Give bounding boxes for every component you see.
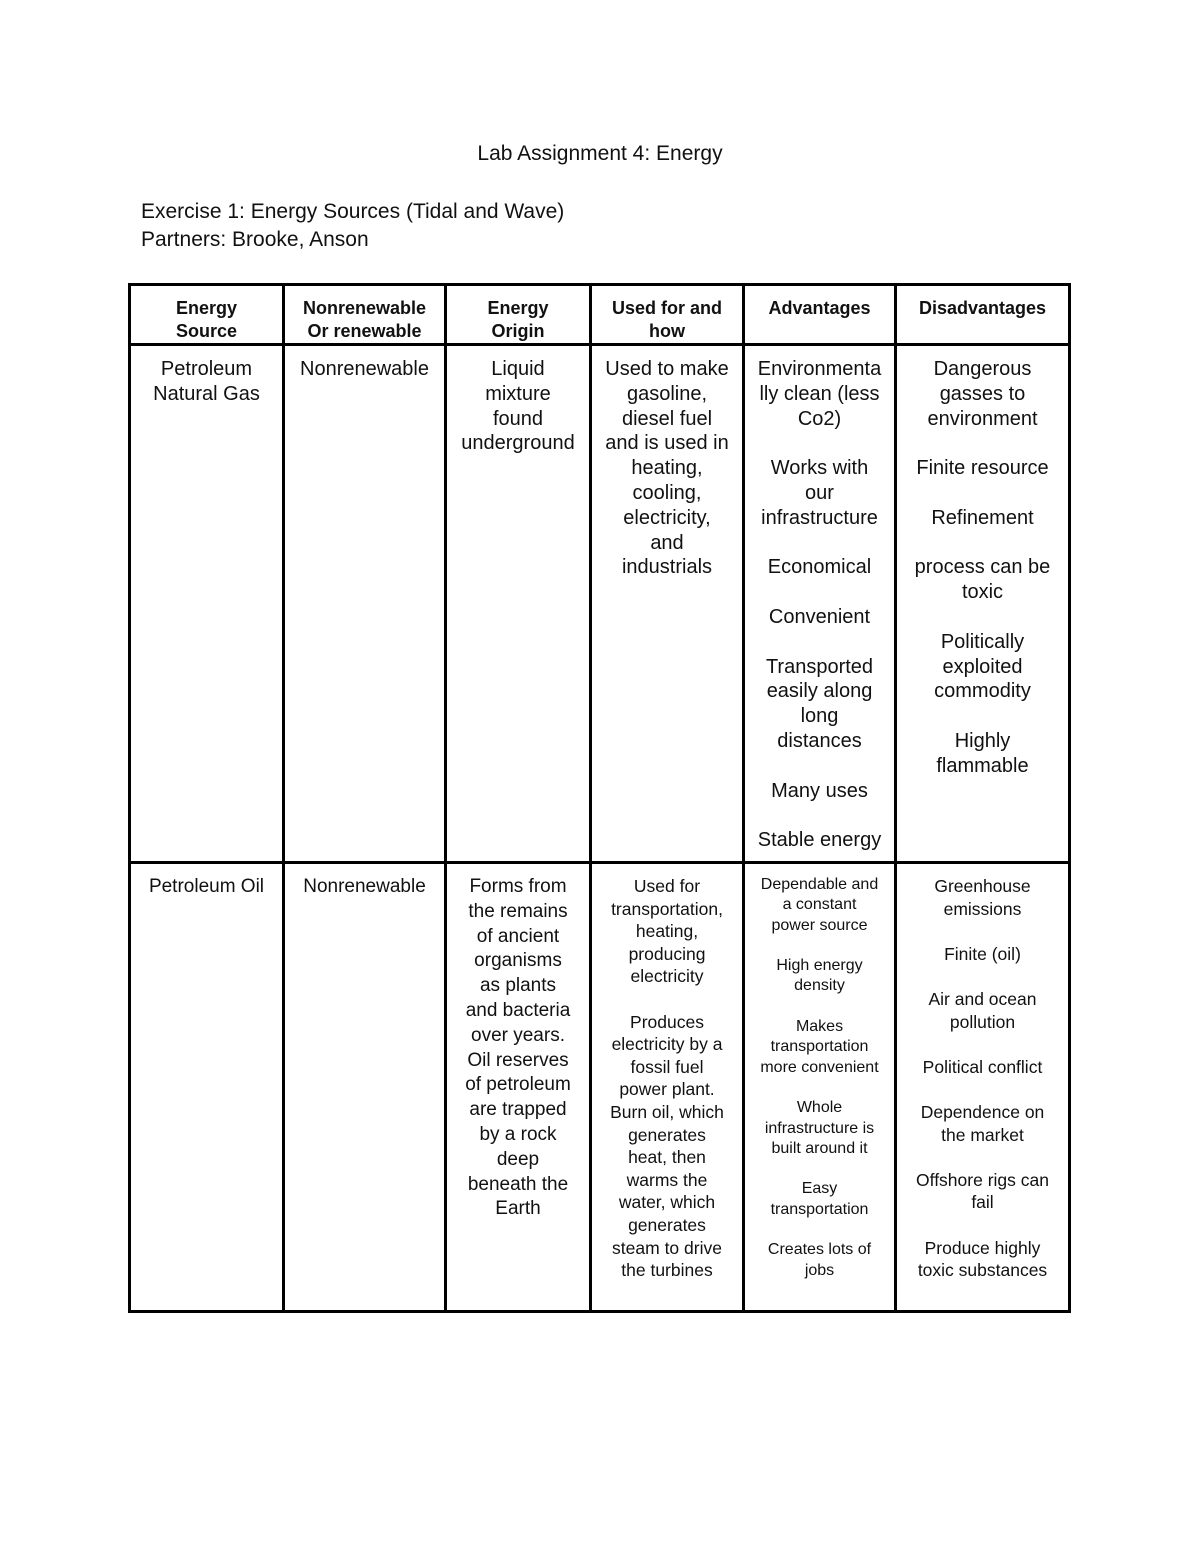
- cell-text-line: generates: [628, 1124, 706, 1145]
- cell-text-line: over years.: [471, 1024, 565, 1046]
- cell-text-line: Disadvantages: [918, 298, 1047, 318]
- cell-text-line: heating,: [635, 921, 699, 942]
- header-disadvantages: [896, 285, 1070, 345]
- cell-text-line: Used for: [633, 876, 701, 896]
- cell-text-line: emissions: [943, 898, 1022, 919]
- cell-text-line: High energy: [776, 957, 863, 975]
- cell-spacer: [901, 481, 1064, 506]
- cell-text-line: built around it: [771, 1139, 868, 1157]
- cell-text-line: density: [794, 977, 845, 995]
- header-row: [130, 285, 1070, 345]
- cell-text-line: of ancient: [476, 925, 560, 947]
- cell-spacer: [901, 431, 1064, 456]
- cell-text-line: Refinement: [931, 506, 1034, 529]
- cell-text-line: Petroleum Oil: [148, 876, 265, 897]
- cell-spacer: [749, 531, 890, 556]
- cell-text-line: Energy: [175, 298, 238, 318]
- cell-text-line: Produces: [630, 1011, 704, 1032]
- cell-text-line: Produce highly: [924, 1237, 1041, 1258]
- cell-text-line: Origin: [491, 321, 545, 341]
- cell-text-line: lly clean (less: [759, 382, 880, 405]
- cell-text-line: Many uses: [771, 779, 868, 802]
- cell-text-line: Finite (oil): [944, 943, 1021, 964]
- cell-text-line: transportation: [770, 1038, 869, 1056]
- cell-text-line: Greenhouse: [934, 876, 1031, 896]
- cell-origin: [446, 863, 591, 1312]
- cell-text-line: how: [649, 321, 685, 341]
- cell-text-line: commodity: [934, 680, 1031, 703]
- cell-text-line: infrastructure: [761, 506, 878, 529]
- cell-text-line: Burn oil, which: [610, 1101, 724, 1122]
- cell-text-line: Makes: [795, 1018, 844, 1036]
- cell-text-line: Environmenta: [757, 358, 882, 380]
- cell-spacer: [901, 531, 1064, 556]
- cell-text-line: and bacteria: [465, 999, 571, 1021]
- cell-text-line: transportation: [770, 1200, 869, 1218]
- cell-text-line: Dependable and: [760, 876, 879, 893]
- cell-text-line: heating,: [631, 457, 703, 480]
- cell-spacer: [901, 1214, 1064, 1237]
- cell-text-line: Finite resource: [916, 457, 1049, 480]
- energy-table: [128, 283, 1071, 1313]
- partners-line: Partners: Brooke, Anson: [141, 228, 369, 251]
- exercise-line: Exercise 1: Energy Sources (Tidal and Wave): [141, 200, 565, 223]
- cell-text-line: Petroleum: [160, 358, 253, 380]
- cell-text-line: process can be: [914, 556, 1051, 579]
- cell-text-line: Advantages: [768, 298, 871, 318]
- cell-text-line: Liquid: [491, 358, 545, 380]
- cell-text-line: and is used in: [605, 432, 729, 455]
- cell-text-line: heat, then: [628, 1147, 706, 1168]
- cell-text-line: organisms: [474, 950, 562, 972]
- cell-text-line: water, which: [618, 1192, 716, 1213]
- cell-text-line: found: [492, 407, 544, 430]
- cell-text-line: power plant.: [619, 1079, 715, 1100]
- cell-disadvantages: [896, 345, 1070, 863]
- cell-spacer: [901, 605, 1064, 630]
- cell-spacer: [749, 630, 890, 655]
- cell-text-line: electricity: [630, 966, 704, 987]
- cell-text-line: long: [800, 705, 839, 728]
- cell-text-line: industrials: [621, 556, 713, 579]
- cell-text-line: electricity,: [623, 506, 711, 529]
- cell-text-line: more convenient: [760, 1058, 879, 1076]
- cell-source: [130, 345, 284, 863]
- cell-spacer: [749, 754, 890, 779]
- cell-text-line: Stable energy: [757, 829, 882, 852]
- cell-text-line: Used to make: [605, 358, 729, 380]
- cell-advantages: [744, 863, 896, 1312]
- cell-text-line: Nonrenewable: [300, 358, 429, 380]
- cell-text-line: cooling,: [632, 481, 702, 504]
- cell-text-line: Works with: [770, 457, 869, 480]
- cell-text-line: Political conflict: [922, 1056, 1043, 1077]
- cell-spacer: [749, 803, 890, 828]
- cell-text-line: and: [650, 531, 684, 554]
- cell-text-line: generates: [628, 1214, 706, 1235]
- cell-text-line: steam to drive: [612, 1237, 722, 1258]
- header-advantages: [744, 285, 896, 345]
- header-renewable: [284, 285, 446, 345]
- cell-text-line: Or renewable: [307, 321, 422, 341]
- cell-text-line: gasses to: [939, 382, 1026, 405]
- table-row: [130, 863, 1070, 1312]
- cell-disadvantages: [896, 863, 1070, 1312]
- cell-text-line: Dependence on: [920, 1101, 1045, 1122]
- cell-text-line: jobs: [804, 1261, 835, 1279]
- cell-spacer: [749, 1220, 890, 1240]
- cell-text-line: warms the: [626, 1169, 708, 1190]
- cell-text-line: the market: [941, 1124, 1024, 1145]
- cell-text-line: mixture: [485, 382, 551, 405]
- cell-text-line: our: [805, 481, 834, 504]
- cell-text-line: as plants: [479, 975, 557, 997]
- cell-renewable: [284, 345, 446, 863]
- cell-advantages: [744, 345, 896, 863]
- document-title: Lab Assignment 4: Energy: [477, 142, 723, 165]
- cell-text-line: Highly: [954, 729, 1011, 752]
- cell-spacer: [749, 580, 890, 605]
- cell-use: [591, 863, 744, 1312]
- cell-text-line: Dangerous: [933, 358, 1032, 380]
- cell-spacer: [749, 936, 890, 956]
- cell-spacer: [749, 1078, 890, 1098]
- cell-text-line: Nonrenewable: [303, 876, 426, 897]
- cell-text-line: Transported: [765, 655, 874, 678]
- cell-text-line: a constant: [782, 896, 857, 914]
- cell-text-line: Offshore rigs can: [916, 1169, 1049, 1190]
- cell-text-line: beneath the: [467, 1173, 569, 1195]
- cell-text-line: gasoline,: [626, 382, 708, 405]
- cell-text-line: Used for and: [611, 298, 722, 318]
- cell-text-line: infrastructure is: [764, 1119, 875, 1137]
- cell-text-line: diesel fuel: [621, 407, 713, 430]
- cell-text-line: Energy: [487, 298, 549, 318]
- cell-origin: [446, 345, 591, 863]
- cell-text-line: Source: [175, 321, 238, 341]
- cell-text-line: toxic substances: [917, 1260, 1048, 1281]
- cell-text-line: Co2): [797, 407, 842, 430]
- cell-text-line: Easy: [801, 1180, 838, 1198]
- cell-text-line: Politically: [940, 630, 1025, 653]
- cell-text-line: Whole: [796, 1099, 843, 1117]
- cell-text-line: flammable: [936, 754, 1029, 777]
- cell-text-line: Air and ocean: [928, 988, 1037, 1009]
- cell-spacer: [749, 997, 890, 1017]
- cell-text-line: fossil fuel: [630, 1056, 704, 1077]
- cell-text-line: are trapped: [469, 1099, 567, 1121]
- cell-text-line: Earth: [495, 1198, 541, 1220]
- cell-text-line: the turbines: [621, 1260, 713, 1281]
- cell-text-line: Convenient: [768, 605, 871, 628]
- cell-spacer: [749, 431, 890, 456]
- cell-text-line: Economical: [767, 556, 872, 579]
- cell-text-line: Oil reserves: [467, 1049, 569, 1071]
- cell-text-line: transportation,: [611, 898, 723, 919]
- table-row: [130, 345, 1070, 863]
- header-energy-origin: [446, 285, 591, 345]
- cell-spacer: [901, 1146, 1064, 1169]
- cell-text-line: Creates lots of: [767, 1241, 872, 1259]
- cell-text-line: exploited: [942, 655, 1023, 678]
- cell-source: [130, 863, 284, 1312]
- cell-text-line: environment: [927, 407, 1038, 430]
- cell-spacer: [901, 965, 1064, 988]
- cell-renewable: [284, 863, 446, 1312]
- cell-spacer: [901, 1033, 1064, 1056]
- cell-text-line: underground: [461, 432, 575, 455]
- cell-text-line: toxic: [961, 581, 1004, 604]
- cell-text-line: deep: [496, 1148, 540, 1170]
- cell-text-line: by a rock: [479, 1123, 557, 1145]
- cell-text-line: fail: [971, 1192, 994, 1213]
- cell-text-line: Forms from: [469, 876, 567, 897]
- cell-spacer: [596, 988, 738, 1011]
- cell-spacer: [901, 1078, 1064, 1101]
- cell-text-line: of petroleum: [465, 1074, 571, 1096]
- cell-text-line: Natural Gas: [153, 382, 260, 405]
- cell-text-line: electricity by a: [611, 1034, 723, 1055]
- cell-text-line: Nonrenewable: [302, 298, 427, 318]
- cell-text-line: distances: [777, 729, 862, 752]
- cell-text-line: easily along: [766, 680, 873, 703]
- cell-text-line: power source: [771, 916, 868, 934]
- header-energy-source: [130, 285, 284, 345]
- header-used-for: [591, 285, 744, 345]
- cell-text-line: producing: [628, 943, 706, 964]
- cell-text-line: pollution: [949, 1011, 1016, 1032]
- cell-use: [591, 345, 744, 863]
- cell-spacer: [901, 704, 1064, 729]
- cell-spacer: [749, 1159, 890, 1179]
- cell-text-line: the remains: [468, 900, 568, 922]
- cell-spacer: [901, 920, 1064, 943]
